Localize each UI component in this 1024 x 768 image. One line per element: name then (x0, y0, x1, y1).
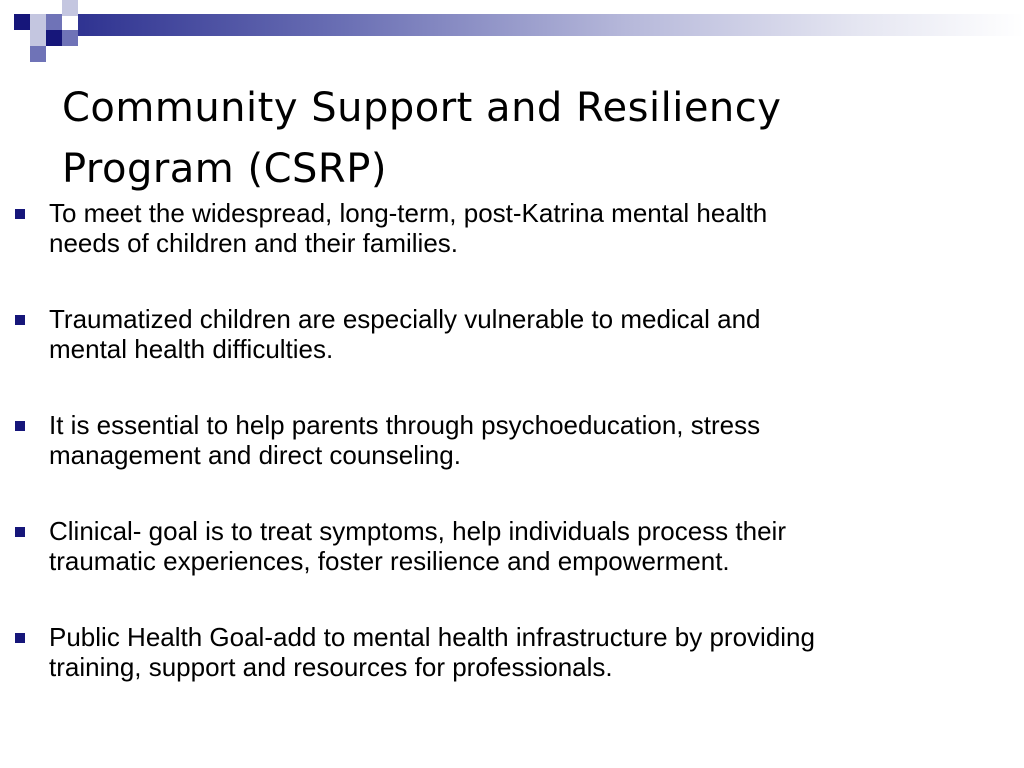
square-bullet-icon (15, 527, 25, 537)
square-bullet-icon (15, 209, 25, 219)
square-bullet-icon (15, 633, 25, 643)
decor-square-light (30, 30, 46, 46)
bullet-text-line2: mental health difficulties. (49, 334, 334, 364)
bullet-item (0, 622, 1000, 682)
bullet-item (0, 410, 1000, 470)
bullet-text-line2: training, support and resources for professionals. (49, 652, 613, 682)
decor-square-light (30, 14, 46, 30)
bullet-text-line1: Public Health Goal-add to mental health infrastructure by providing (49, 622, 815, 652)
bullet-text-line2: needs of children and their families. (49, 228, 459, 258)
header-gradient-bar (78, 14, 1024, 36)
decor-square-light (62, 0, 78, 16)
bullet-text-line2: management and direct counseling. (49, 440, 461, 470)
header-decoration (0, 0, 1024, 64)
bullet-text-line1: It is essential to help parents through psychoeducation, stress (49, 410, 761, 440)
bullet-text-line1: To meet the widespread, long-term, post-Katrina mental health (49, 198, 768, 228)
decor-square-dark (46, 30, 62, 46)
decor-square-mid (62, 30, 78, 46)
slide-title-line2: Program (CSRP) (62, 146, 387, 192)
decor-square-mid (46, 14, 62, 30)
slide-title-line1: Community Support and Resiliency (62, 85, 782, 131)
bullet-item (0, 516, 1000, 576)
bullet-text-line1: Clinical- goal is to treat symptoms, help individuals process their (49, 516, 786, 546)
square-bullet-icon (15, 315, 25, 325)
decor-square-dark (14, 14, 30, 30)
square-bullet-icon (15, 421, 25, 431)
decor-square-mid (30, 46, 46, 62)
slide-title (62, 78, 962, 200)
bullet-text-line1: Traumatized children are especially vulnerable to medical and (49, 304, 761, 334)
bullet-item (0, 198, 1000, 258)
bullet-list (0, 198, 1000, 728)
bullet-text-line2: traumatic experiences, foster resilience and empowerment. (49, 546, 730, 576)
bullet-item (0, 304, 1000, 364)
